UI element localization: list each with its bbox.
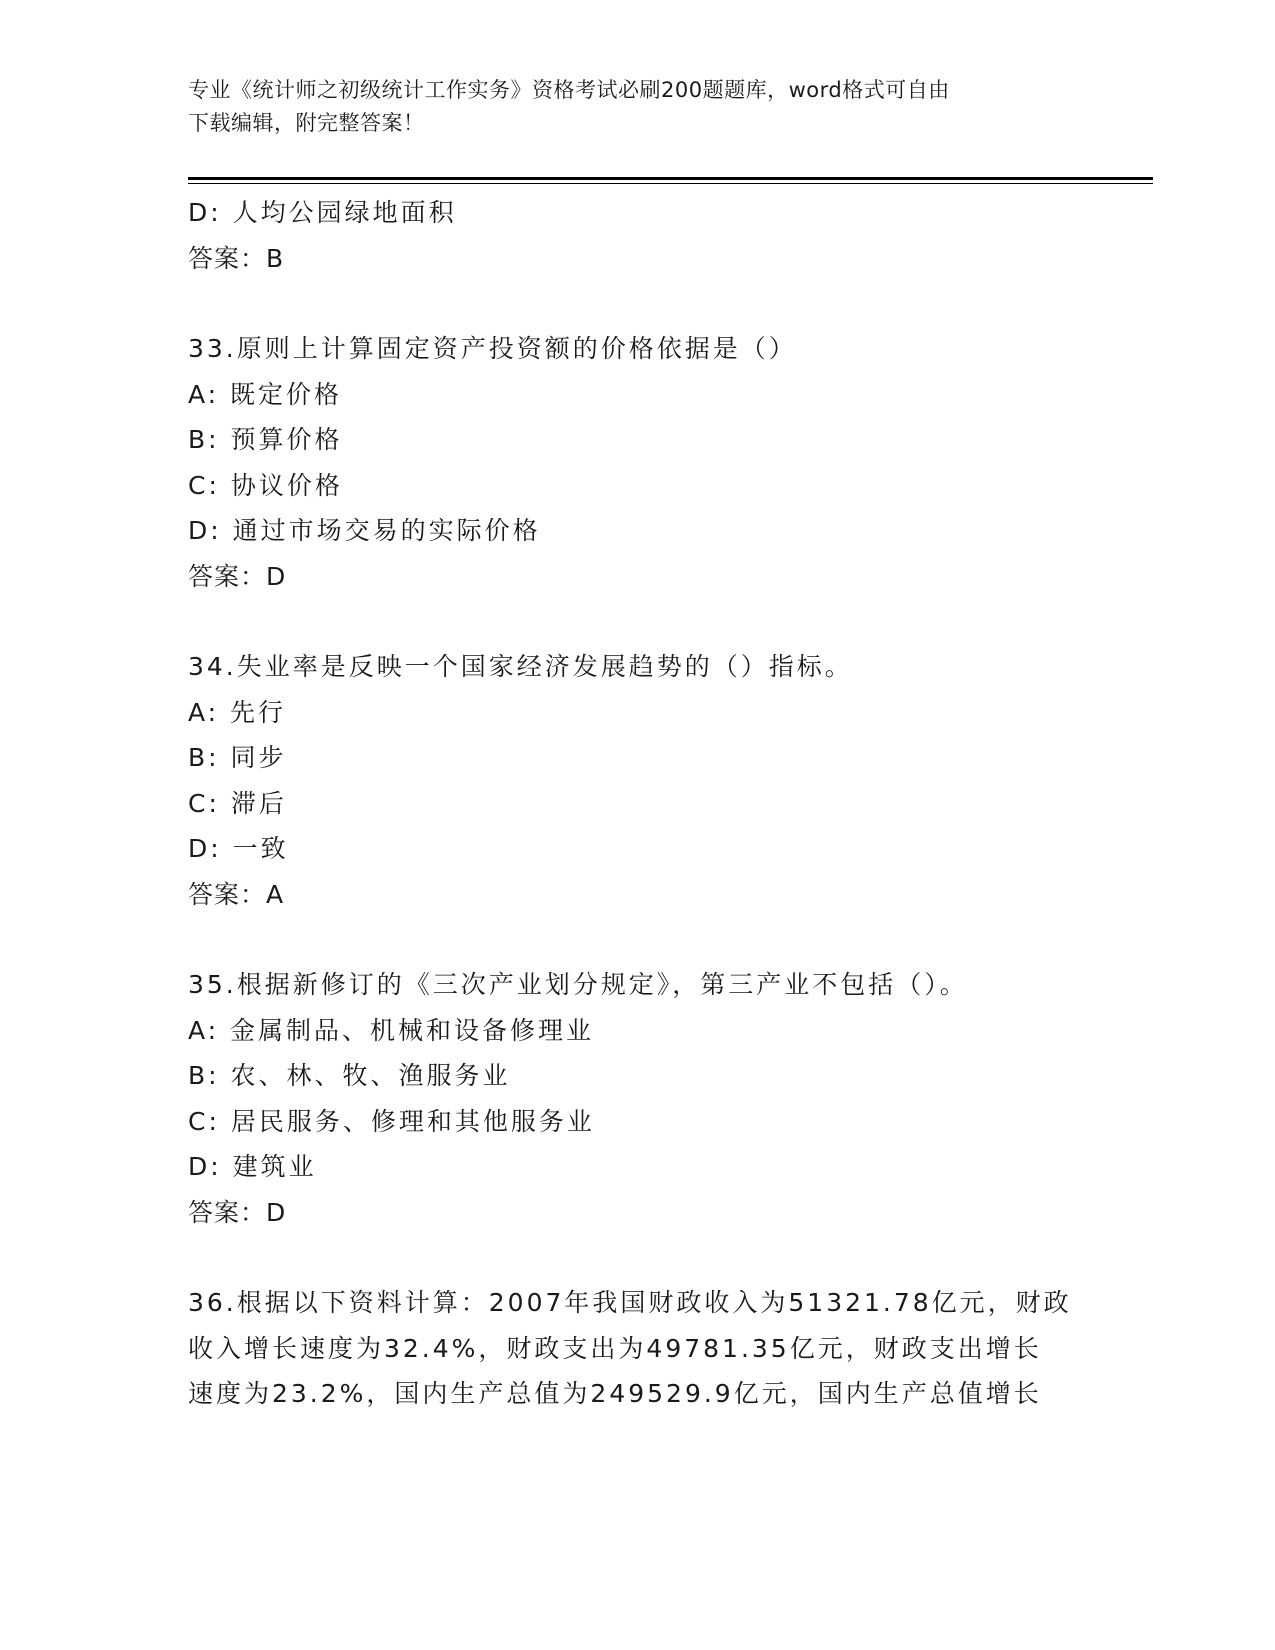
question-33 [188,326,1088,599]
question-34 [188,644,1088,917]
option-c: C: 协议价格 [188,470,343,500]
question-text: 35.根据新修订的《三次产业划分规定》，第三产业不包括（）。 [188,970,968,999]
question-text-line-3: 速度为23.2%，国内生产总值为249529.9亿元，国内生产总值增长 [188,1379,1042,1408]
question-text-line-1: 36.根据以下资料计算：2007年我国财政收入为51321.78亿元，财政 [188,1288,1072,1317]
option-c: C: 滞后 [188,788,287,818]
header-line-2: 下载编辑，附完整答案！ [188,111,425,135]
spacer [188,281,1088,326]
question-35 [188,962,1088,1235]
option-b: B: 预算价格 [188,425,343,454]
spacer [188,599,1088,644]
page-header [188,74,1088,140]
option-d: D: 建筑业 [188,1152,317,1181]
prev-option-d: D: 人均公园绿地面积 [188,198,457,227]
question-text: 34.失业率是反映一个国家经济发展趋势的（）指标。 [188,652,853,681]
option-a: A: 既定价格 [188,379,343,409]
question-36 [188,1280,1088,1417]
spacer [188,1235,1088,1280]
answer: 答案：D [188,561,287,591]
header-rule-thick [188,177,1153,180]
option-b: B: 农、林、牧、渔服务业 [188,1061,511,1090]
header-line-1: 专业《统计师之初级统计工作实务》资格考试必刷200题题库，word格式可自由 [188,78,950,102]
option-a: A: 先行 [188,697,287,727]
answer: 答案：A [188,879,285,909]
option-c: C: 居民服务、修理和其他服务业 [188,1106,595,1136]
question-text: 33.原则上计算固定资产投资额的价格依据是（） [188,334,797,363]
question-content [188,190,1088,1417]
option-b: B: 同步 [188,743,287,772]
option-d: D: 通过市场交易的实际价格 [188,516,541,545]
option-a: A: 金属制品、机械和设备修理业 [188,1015,595,1045]
spacer [188,917,1088,962]
option-d: D: 一致 [188,834,289,863]
question-text-line-2: 收入增长速度为32.4%，财政支出为49781.35亿元，财政支出增长 [188,1333,1042,1363]
prev-answer: 答案：B [188,243,285,273]
header-rule-thin [188,183,1153,184]
answer: 答案：D [188,1197,287,1227]
